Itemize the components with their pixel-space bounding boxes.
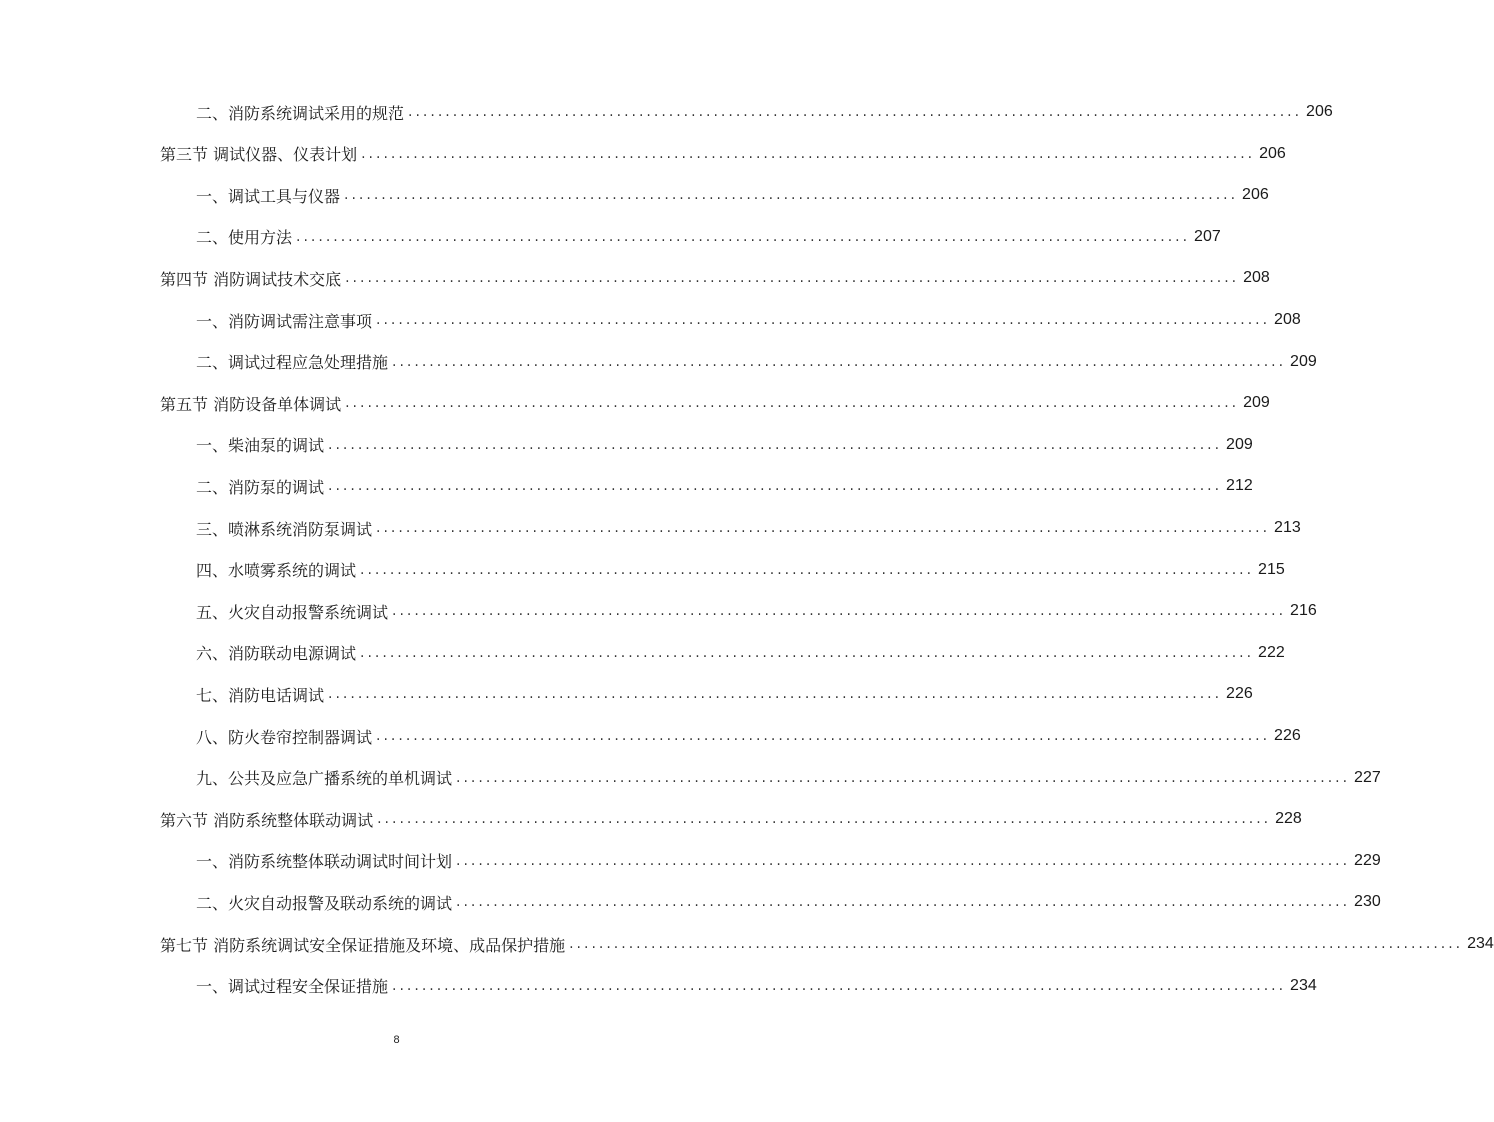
dot-leader: ........................................................................................................................ <box>569 936 1464 952</box>
toc-entry-title: 第四节 消防调试技术交底 <box>160 269 342 289</box>
dot-leader: ........................................................................................................................ <box>376 728 1271 744</box>
toc-entry[interactable] <box>196 180 1269 210</box>
dot-leader: ........................................................................................................................ <box>376 312 1271 328</box>
toc-entry-page: 227 <box>1354 768 1381 786</box>
toc-entry[interactable] <box>196 679 1253 709</box>
dot-leader: ........................................................................................................................ <box>345 395 1240 412</box>
dot-leader: ........................................................................................................................ <box>328 478 1223 495</box>
toc-entry[interactable] <box>196 596 1317 626</box>
toc-entry[interactable] <box>196 971 1317 1001</box>
toc-entry[interactable] <box>196 471 1253 501</box>
toc-entry[interactable] <box>196 430 1253 460</box>
toc-entry-title: 一、消防系统整体联动调试时间计划 <box>196 852 453 872</box>
toc-entry-title: 九、公共及应急广播系统的单机调试 <box>196 769 453 789</box>
dot-leader: ........................................................................................................................ <box>392 977 1287 994</box>
toc-entry-title: 一、柴油泵的调试 <box>196 436 325 456</box>
dot-leader: ........................................................................................................................ <box>408 104 1303 120</box>
toc-entry-title: 七、消防电话调试 <box>196 685 325 705</box>
toc-entry-title: 三、喷淋系统消防泵调试 <box>196 519 373 539</box>
toc-entry[interactable] <box>196 97 1333 127</box>
dot-leader: ........................................................................................................................ <box>328 686 1223 703</box>
toc-entry[interactable] <box>160 139 1286 169</box>
toc-entry[interactable] <box>196 555 1285 585</box>
toc-entry[interactable] <box>196 721 1301 751</box>
toc-entry[interactable] <box>196 846 1381 876</box>
toc-entry[interactable] <box>196 763 1381 793</box>
toc-entry-page: 215 <box>1258 560 1285 578</box>
dot-leader: ........................................................................................................................ <box>456 769 1351 786</box>
toc-entry-title: 八、防火卷帘控制器调试 <box>196 727 373 747</box>
dot-leader: ........................................................................................................................ <box>360 561 1255 578</box>
dot-leader: ........................................................................................................................ <box>345 270 1240 287</box>
toc-entry-page: 229 <box>1354 851 1381 869</box>
page-number: 8 <box>393 1034 400 1046</box>
toc-entry-title: 六、消防联动电源调试 <box>196 644 357 664</box>
dot-leader: ........................................................................................................................ <box>360 644 1255 661</box>
toc-entry-page: 209 <box>1226 435 1253 453</box>
dot-leader: ........................................................................................................................ <box>392 353 1287 370</box>
toc-entry-page: 230 <box>1354 893 1381 911</box>
dot-leader: ........................................................................................................................ <box>456 852 1351 869</box>
toc-entry-title: 二、消防系统调试采用的规范 <box>196 103 405 123</box>
toc-entry[interactable] <box>196 222 1221 252</box>
toc-entry-title: 第五节 消防设备单体调试 <box>160 394 342 414</box>
toc-entry-title: 第七节 消防系统调试安全保证措施及环境、成品保护措施 <box>160 935 566 955</box>
toc-entry-title: 二、使用方法 <box>196 228 293 248</box>
dot-leader: ........................................................................................................................ <box>361 145 1256 162</box>
toc-entry-page: 226 <box>1226 685 1253 703</box>
dot-leader: ........................................................................................................................ <box>296 228 1191 245</box>
toc-entry-title: 一、调试过程安全保证措施 <box>196 977 389 997</box>
toc-entry-page: 213 <box>1274 519 1301 536</box>
toc-entry[interactable] <box>196 347 1317 377</box>
toc-entry[interactable] <box>196 638 1285 668</box>
toc-entry[interactable] <box>196 305 1301 335</box>
toc-entry-page: 228 <box>1275 810 1302 828</box>
dot-leader: ........................................................................................................................ <box>456 894 1351 911</box>
dot-leader: ........................................................................................................................ <box>344 187 1239 204</box>
toc-entry[interactable] <box>160 804 1302 834</box>
toc-entry-page: 209 <box>1243 394 1270 412</box>
toc-entry-page: 222 <box>1258 643 1285 661</box>
dot-leader: ........................................................................................................................ <box>328 436 1223 453</box>
toc-entry-title: 二、消防泵的调试 <box>196 477 325 497</box>
toc-entry[interactable] <box>160 929 1494 959</box>
toc-entry-page: 207 <box>1194 227 1221 245</box>
dot-leader: ........................................................................................................................ <box>392 603 1287 620</box>
toc-entry-page: 208 <box>1274 311 1301 328</box>
toc-entry-title: 一、消防调试需注意事项 <box>196 311 373 331</box>
toc-entry-page: 212 <box>1226 477 1253 495</box>
toc-entry-page: 209 <box>1290 352 1317 370</box>
toc-entry[interactable] <box>160 263 1270 293</box>
toc-entry-title: 四、水喷雾系统的调试 <box>196 561 357 581</box>
toc-entry-page: 216 <box>1290 602 1317 620</box>
toc-entry-page: 208 <box>1243 269 1270 287</box>
toc-entry-page: 234 <box>1467 935 1494 952</box>
toc-entry-page: 206 <box>1306 103 1333 120</box>
dot-leader: ........................................................................................................................ <box>376 520 1271 536</box>
toc-entry-title: 一、调试工具与仪器 <box>196 186 341 206</box>
toc-entry[interactable] <box>196 887 1381 917</box>
toc-entry-title: 二、火灾自动报警及联动系统的调试 <box>196 893 453 913</box>
toc-entry-title: 五、火灾自动报警系统调试 <box>196 602 389 622</box>
toc-entry-title: 二、调试过程应急处理措施 <box>196 353 389 373</box>
toc-entry-page: 206 <box>1259 144 1286 162</box>
toc-entry-page: 226 <box>1274 727 1301 744</box>
dot-leader: ........................................................................................................................ <box>377 811 1272 828</box>
toc-entry[interactable] <box>160 388 1270 418</box>
toc-entry-page: 206 <box>1242 186 1269 204</box>
toc-entry[interactable] <box>196 513 1301 543</box>
toc-entry-page: 234 <box>1290 976 1317 994</box>
toc-entry-title: 第三节 调试仪器、仪表计划 <box>160 145 358 165</box>
toc-entry-title: 第六节 消防系统整体联动调试 <box>160 810 374 830</box>
